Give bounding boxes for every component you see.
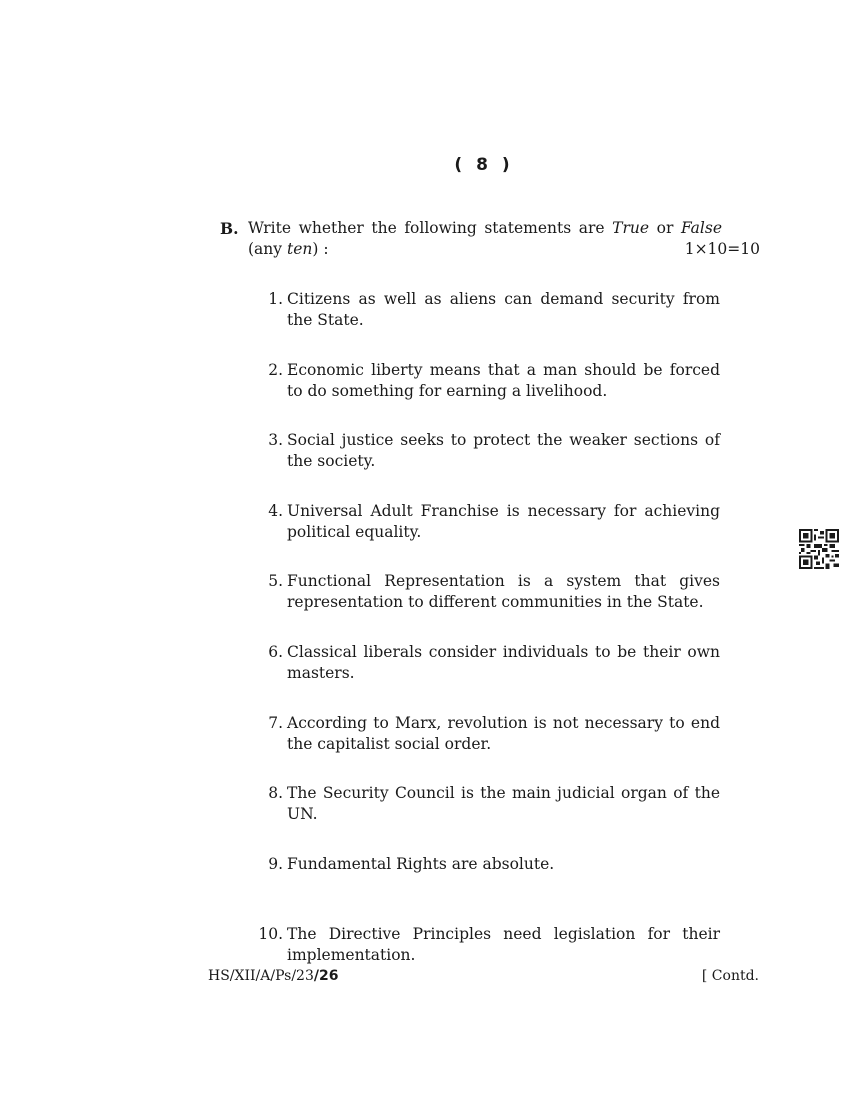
instruction-colon: ) : [312, 240, 329, 258]
instruction-false: False [680, 219, 722, 237]
question-text: Fundamental Rights are absolute. [287, 854, 555, 873]
question-number: 5. [268, 572, 283, 591]
page-number: ( 8 ) [454, 155, 514, 175]
section-label: B. [220, 219, 239, 238]
question-item [250, 713, 720, 784]
question-text: According to Marx, revolution is not necessary to end the capitalist social order. [287, 713, 720, 753]
question-item [250, 289, 720, 360]
section-instruction [248, 218, 760, 260]
marks: 1×10=10 [684, 240, 760, 258]
question-item [250, 642, 720, 713]
question-text: Economic liberty means that a man should be forced to do something for earning a livelihood. [287, 360, 720, 400]
question-text: Classical liberals consider individuals to be their own masters. [287, 642, 720, 682]
instruction-line-2 [248, 239, 760, 260]
footer [208, 966, 759, 986]
question-item [250, 360, 720, 431]
instruction-any-ten [248, 239, 329, 260]
question-item [250, 783, 720, 854]
question-text: Functional Representation is a system that gives representation to different communities in the State. [287, 572, 720, 612]
question-text: Social justice seeks to protect the weaker sections of the society. [287, 431, 720, 471]
question-item [250, 854, 720, 925]
question-number: 3. [268, 431, 283, 450]
question-text: The Security Council is the main judicial organ of the UN. [287, 784, 720, 824]
instruction-text: Write whether the following statements are [248, 219, 613, 237]
paper-code [208, 966, 338, 986]
question-number: 10. [258, 925, 283, 944]
question-text: The Directive Principles need legislation for their implementation. [287, 925, 720, 965]
question-number: 9. [268, 854, 283, 873]
question-item [250, 430, 720, 501]
question-item [250, 571, 720, 642]
section-header [220, 218, 760, 260]
question-number: 6. [268, 642, 283, 661]
paper-code-text: HS/XII/A/Ps/23 [208, 968, 314, 984]
qr-code [799, 529, 839, 569]
question-text: Universal Adult Franchise is necessary for achieving political equality. [287, 501, 720, 541]
question-list [250, 289, 720, 995]
question-number: 8. [268, 784, 283, 803]
contd-label: [ Contd. [701, 968, 759, 984]
question-item [250, 501, 720, 572]
question-text: Citizens as well as aliens can demand security from the State. [287, 290, 720, 329]
instruction-ten: ten [286, 240, 313, 258]
paper-code-page-total: /26 [313, 968, 339, 984]
question-number: 4. [268, 501, 283, 520]
instruction-true: True [612, 219, 650, 237]
instruction-or: or [649, 219, 681, 237]
instruction-any: (any [248, 240, 287, 258]
instruction-line-1 [248, 218, 722, 239]
section-b [220, 218, 760, 260]
question-number: 1. [268, 290, 283, 308]
question-number: 7. [268, 713, 283, 732]
question-number: 2. [268, 360, 283, 379]
